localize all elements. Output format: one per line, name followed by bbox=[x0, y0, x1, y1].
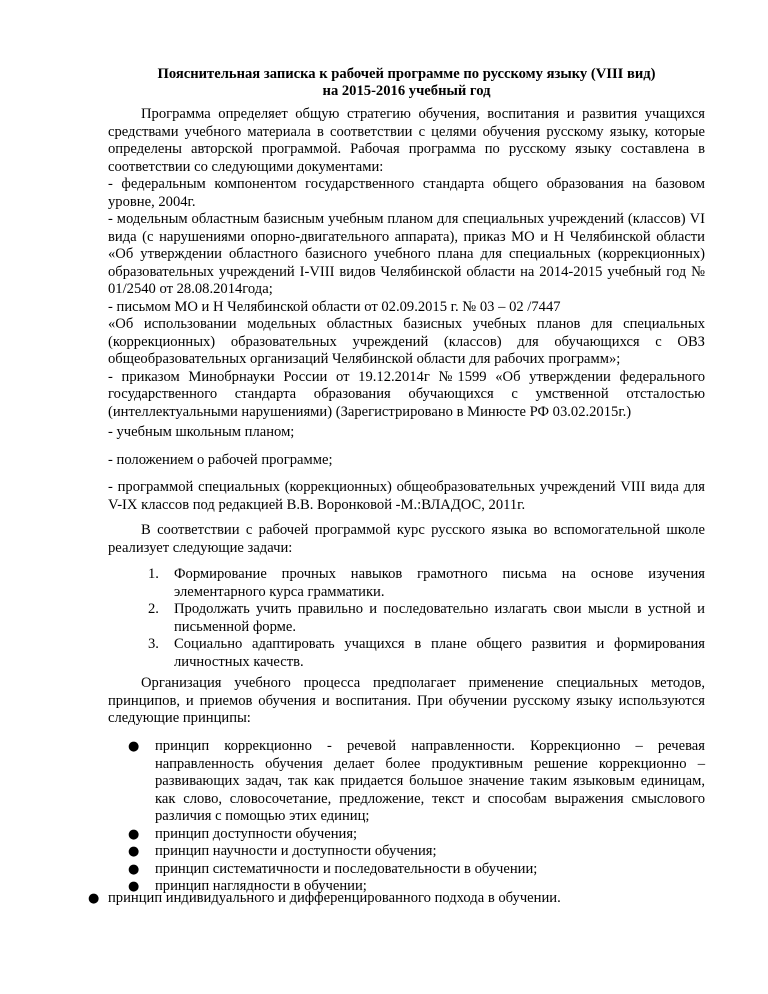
principles-intro bbox=[108, 675, 705, 728]
task-text: Социально адаптировать учащихся в плане общего развития и формирования личностных качеств. bbox=[174, 636, 705, 670]
tasks-intro bbox=[108, 522, 705, 557]
bullet-icon: ● bbox=[128, 844, 140, 859]
task-text: Продолжать учить правильно и последовательно излагать свои мысли в устной и письменной форме. bbox=[174, 601, 705, 635]
tasks-list bbox=[148, 566, 705, 671]
principles-list bbox=[128, 738, 705, 896]
doc-item-8: - программой специальных (коррекционных) общеобразовательных учреждений VIII вида для V-IX классов под редакцией В.В. Воронковой -М.:ВЛАДОС, 2011г. bbox=[108, 479, 705, 513]
principle-item bbox=[128, 826, 705, 844]
principle-item-last bbox=[88, 890, 705, 908]
task-text: Формирование прочных навыков грамотного письма на основе изучения элементарного курса грамматики. bbox=[174, 566, 705, 600]
bullet-icon: ● bbox=[128, 826, 140, 842]
bullet-icon: ● bbox=[88, 891, 100, 906]
principle-text: принцип коррекционно - речевой направленности. Коррекционно – речевая направленность обучения делает более продуктивным решение коррекционно – развивающих задач, так как придается большое значение таким языковым единицам, как слово, словосочетание, предложение, текст и способам выражения смыслового различия с помощью этих единиц; bbox=[155, 738, 705, 824]
title-line-1: Пояснительная записка к рабочей программе по русскому языку (VIII вид) bbox=[157, 66, 656, 82]
document-title bbox=[108, 66, 705, 100]
principle-text: принцип научности и доступности обучения; bbox=[155, 843, 437, 859]
task-item bbox=[148, 566, 705, 601]
bullet-icon: ● bbox=[128, 861, 140, 877]
intro-paragraph: Программа определяет общую стратегию обучения, воспитания и развития учащихся средствами учебного материала в соответствии с целями обучения русскому языку, которые определены авторской программой. Рабочая программа по русскому языку составлена в соответствии со следующими документами: bbox=[108, 106, 705, 175]
tasks-intro-text: В соответствии с рабочей программой курс русского языка во вспомогательной школе реализует следующие задачи: bbox=[108, 522, 705, 556]
principles-intro-text: Организация учебного процесса предполагает применение специальных методов, принципов, и приемов обучения и воспитания. При обучении русскому языку используются следующие принципы: bbox=[108, 675, 705, 726]
principle-item bbox=[128, 861, 705, 879]
doc-item-7: - положением о рабочей программе; bbox=[108, 452, 333, 468]
principle-item bbox=[128, 843, 705, 861]
task-number: 2. bbox=[148, 601, 159, 617]
task-item bbox=[148, 601, 705, 636]
principle-text: принцип наглядности в обучении; bbox=[155, 878, 367, 894]
doc-item-1: - федеральным компонентом государственного стандарта общего образования на базовом уровне, 2004г. bbox=[108, 176, 705, 210]
task-number: 1. bbox=[148, 566, 159, 582]
principle-text: принцип систематичности и последовательности в обучении; bbox=[155, 860, 538, 877]
doc-item-3: - письмом МО и Н Челябинской области от 02.09.2015 г. № 03 – 02 /7447 bbox=[108, 298, 561, 315]
title-line-2: на 2015-2016 учебный год bbox=[322, 83, 491, 99]
principle-text: принцип доступности обучения; bbox=[155, 825, 358, 842]
doc-item-6: - учебным школьным планом; bbox=[108, 424, 295, 440]
principle-text-last: принцип индивидуального и дифференцированного подхода в обучении. bbox=[108, 890, 561, 906]
intro-section bbox=[108, 106, 705, 421]
doc-item-4: «Об использовании модельных областных базисных учебных планов для специальных (коррекционных) образовательных учреждений (классов) для обучающихся с ОВЗ общеобразовательных организаций Челябинской области для рабочих программ»; bbox=[108, 316, 705, 367]
doc-item-5: - приказом Минобрнауки России от 19.12.2014г №1599 «Об утверждении федерального государственного стандарта образования обучающихся с умственной отсталостью (интеллектуальными нарушениями) (Зарегистрировано в Минюсте РФ 03.02.2015г.) bbox=[108, 368, 705, 420]
bullet-icon: ● bbox=[128, 739, 140, 754]
task-number: 3. bbox=[148, 636, 159, 652]
doc-item-2: - модельным областным базисным учебным планом для специальных учреждений (классов) VI вида (с нарушениями опорно-двигательного аппарата), приказ МО и Н Челябинской области «Об утверждении областного базисного учебного плана для специальных (коррекционных) образовательных учреждений I-VIII видов Челябинской области на 2014-2015 учебный год № 01/2540 от 28.08.2014года; bbox=[108, 211, 705, 297]
task-item bbox=[148, 636, 705, 671]
bullet-icon: ● bbox=[128, 879, 140, 894]
principle-item bbox=[128, 738, 705, 826]
